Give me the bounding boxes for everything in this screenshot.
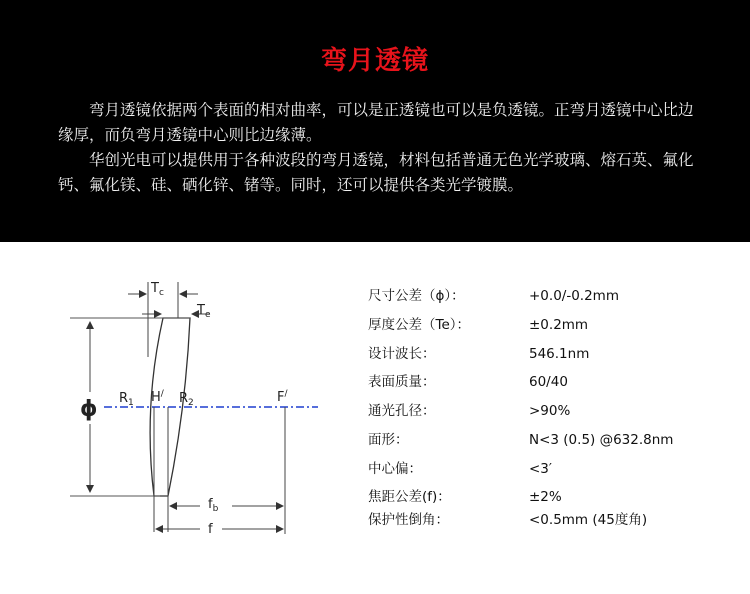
spec-label: 厚度公差（Te）： [368,317,471,333]
r2-label: $R_2$ [179,391,194,408]
f-label: f [208,522,213,537]
spec-label: 焦距公差(f)： [368,489,451,505]
header-banner [0,0,750,242]
spec-value: >90% [529,403,571,419]
spec-label: 中心偏： [368,461,422,477]
f-prime-label: F/ [277,389,288,405]
spec-value: ±0.2mm [529,317,589,333]
spec-label: 面形： [368,432,409,448]
spec-label: 保护性倒角： [368,512,449,528]
spec-value: ±2% [529,489,562,505]
spec-value: N<3 (0.5) @632.8nm [529,432,674,448]
spec-value: 546.1nm [529,346,590,362]
intro-paragraph-1: 弯月透镜依据两个表面的相对曲率，可以是正透镜也可以是负透镜。正弯月透镜中心比边缘厚，而负弯月透镜中心则比边缘薄。 [58,101,694,144]
spec-label: 通光孔径： [368,403,436,419]
spec-label: 尺寸公差（ϕ）： [368,288,465,304]
fb-label: $f_b$ [208,497,219,514]
meniscus-lens-diagram [0,242,360,594]
h-label: H/ [151,389,164,405]
spec-value: +0.0/-0.2mm [529,288,619,304]
tc-label: $T_c$ [151,281,164,298]
spec-value: <0.5mm (45度角) [529,512,648,528]
spec-label: 设计波长： [368,346,436,362]
intro-paragraph-2: 华创光电可以提供用于各种波段的弯月透镜，材料包括普通无色光学玻璃、熔石英、氟化钙、氟化镁、硅、硒化锌、锗等。同时，还可以提供各类光学镀膜。 [58,151,694,194]
phi-label: ϕ [80,397,98,422]
page-title: 弯月透镜 [320,46,429,76]
spec-label: 表面质量： [368,374,436,390]
spec-value: <3′ [529,461,552,477]
spec-value: 60/40 [529,374,568,390]
r1-label: $R_1$ [119,391,134,408]
te-label: $T_e$ [197,303,211,320]
